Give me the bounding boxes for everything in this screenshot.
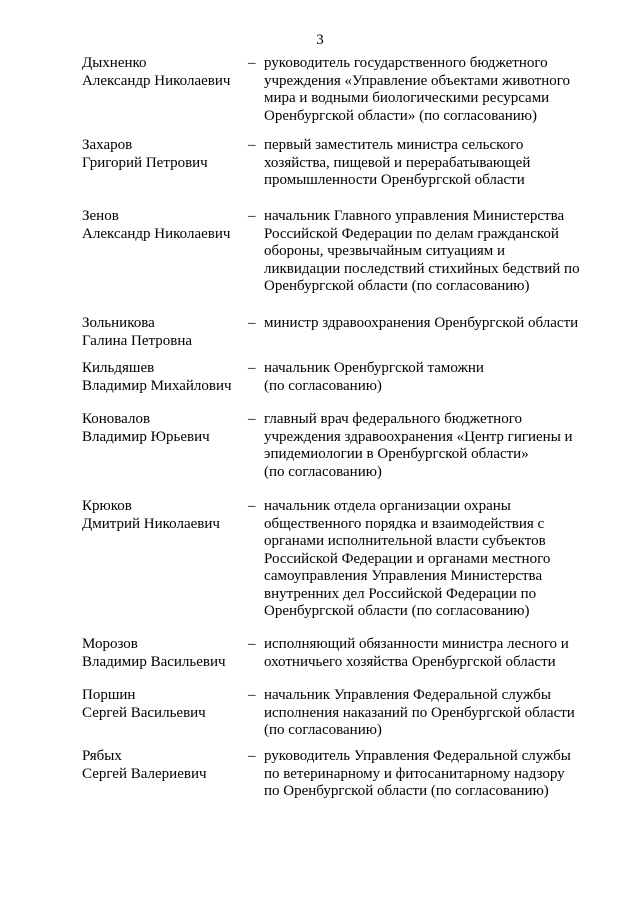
first-patronymic: Александр Николаевич	[82, 225, 231, 242]
position-line: руководитель государственного бюджетного	[264, 55, 548, 71]
position-line: Российской Федерации и органами местного	[264, 550, 551, 567]
position-line: хозяйства, пищевой и перерабатывающей	[264, 154, 531, 171]
position-line: начальник отдела организации охраны	[264, 498, 511, 514]
member-name	[82, 360, 252, 395]
member-name	[82, 748, 252, 783]
position-line: ликвидации последствий стихийных бедствий по	[264, 260, 580, 277]
surname: Дыхненко	[82, 55, 147, 71]
surname: Зенов	[82, 208, 119, 224]
member-list	[0, 55, 640, 808]
position-line: исполняющий обязанности министра лесного и	[264, 636, 569, 652]
list-item	[0, 208, 640, 315]
member-name	[82, 687, 252, 722]
list-item	[0, 137, 640, 208]
dash: –	[248, 687, 256, 703]
position-line: мира и водными биологическими ресурсами	[264, 90, 550, 106]
member-position	[264, 360, 592, 395]
first-patronymic: Сергей Валериевич	[82, 765, 207, 782]
position-line: (по согласованию)	[264, 722, 382, 738]
position-line: (по согласованию)	[264, 463, 382, 480]
first-patronymic: Владимир Васильевич	[82, 653, 226, 670]
list-item	[0, 315, 640, 360]
position-line: исполнения наказаний по Оренбургской области	[264, 704, 575, 721]
position-line: по ветеринарному и фитосанитарному надзору	[264, 765, 565, 782]
position-line: эпидемиологии в Оренбургской области»	[264, 446, 529, 462]
first-patronymic: Владимир Михайлович	[82, 377, 232, 394]
page-number: 3	[316, 32, 324, 48]
member-position	[264, 137, 592, 190]
dash: –	[248, 137, 256, 153]
list-item	[0, 411, 640, 498]
member-name	[82, 315, 252, 350]
position-line: первый заместитель министра сельского	[264, 137, 524, 153]
member-position	[264, 208, 592, 296]
surname: Морозов	[82, 636, 138, 652]
position-line: начальник Управления Федеральной службы	[264, 687, 551, 703]
surname: Поршин	[82, 687, 136, 703]
surname: Коновалов	[82, 411, 151, 427]
position-line: учреждения здравоохранения «Центр гигиены и	[264, 428, 573, 445]
member-name	[82, 636, 252, 671]
position-line: охотничьего хозяйства Оренбургской области	[264, 653, 556, 670]
position-line: Оренбургской области (по согласованию)	[264, 278, 530, 294]
member-name	[82, 411, 252, 446]
position-line: главный врач федерального бюджетного	[264, 411, 522, 427]
member-position	[264, 315, 592, 333]
first-patronymic: Галина Петровна	[82, 332, 193, 349]
member-position	[264, 498, 592, 621]
member-name	[82, 137, 252, 172]
member-position	[264, 55, 592, 125]
position-line: органами исполнительной власти субъектов	[264, 533, 546, 549]
surname: Зольникова	[82, 315, 155, 331]
first-patronymic: Сергей Васильевич	[82, 704, 206, 721]
member-position	[264, 636, 592, 671]
position-line: внутренних дел Российской Федерации по	[264, 585, 537, 602]
member-position	[264, 748, 592, 801]
surname: Захаров	[82, 137, 133, 153]
position-line: начальник Оренбургской таможни	[264, 360, 484, 376]
member-name	[82, 208, 252, 243]
list-item	[0, 748, 640, 808]
dash: –	[248, 411, 256, 427]
first-patronymic: Александр Николаевич	[82, 72, 231, 89]
list-item	[0, 360, 640, 411]
member-position	[264, 411, 592, 481]
dash: –	[248, 208, 256, 224]
position-line: Российской Федерации по делам гражданской	[264, 225, 559, 242]
position-line: обороны, чрезвычайным ситуациям и	[264, 243, 506, 259]
position-line: общественного порядка и взаимодействия с	[264, 515, 545, 532]
dash: –	[248, 748, 256, 764]
list-item	[0, 687, 640, 748]
position-line: министр здравоохранения Оренбургской области	[264, 315, 579, 331]
dash: –	[248, 315, 256, 331]
first-patronymic: Владимир Юрьевич	[82, 428, 210, 445]
position-line: по Оренбургской области (по согласованию)	[264, 783, 549, 799]
surname: Рябых	[82, 748, 122, 764]
position-line: учреждения «Управление объектами животного	[264, 72, 570, 89]
member-name	[82, 498, 252, 533]
dash: –	[248, 55, 256, 71]
list-item	[0, 636, 640, 687]
list-item	[0, 498, 640, 636]
position-line: самоуправления Управления Министерства	[264, 568, 543, 584]
position-line: Оренбургской области» (по согласованию)	[264, 107, 538, 124]
surname: Кильдяшев	[82, 360, 155, 376]
position-line: начальник Главного управления Министерства	[264, 208, 565, 224]
dash: –	[248, 360, 256, 376]
position-line: промышленности Оренбургской области	[264, 172, 525, 188]
dash: –	[248, 498, 256, 514]
surname: Крюков	[82, 498, 132, 514]
member-name	[82, 55, 252, 90]
member-position	[264, 687, 592, 740]
first-patronymic: Григорий Петрович	[82, 154, 208, 171]
first-patronymic: Дмитрий Николаевич	[82, 515, 220, 532]
position-line: Оренбургской области (по согласованию)	[264, 603, 530, 619]
dash: –	[248, 636, 256, 652]
position-line: (по согласованию)	[264, 377, 382, 394]
position-line: руководитель Управления Федеральной службы	[264, 748, 571, 764]
list-item	[0, 55, 640, 137]
